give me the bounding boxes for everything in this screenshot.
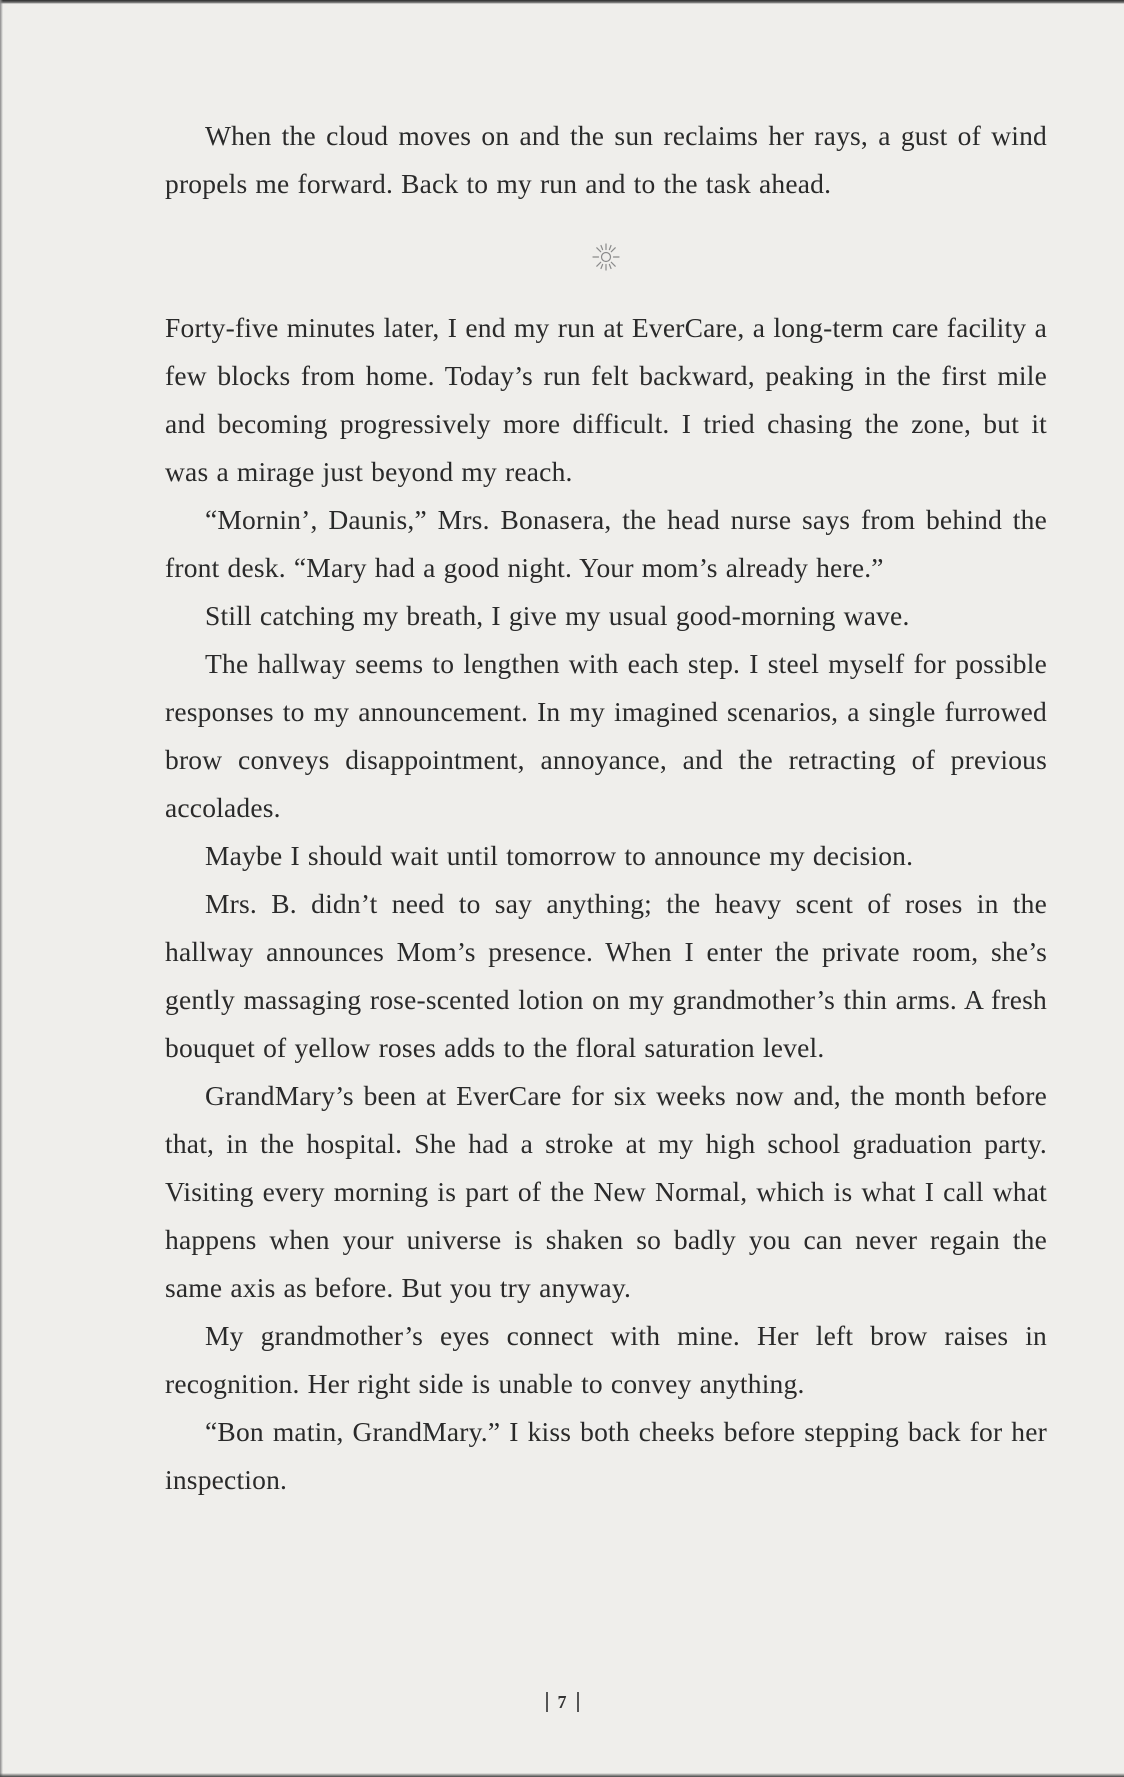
sun-burst-ornament-icon	[590, 241, 622, 273]
folio-left-rule	[546, 1692, 548, 1712]
folio-right-rule	[577, 1692, 579, 1712]
scan-edge-bottom	[0, 1773, 1124, 1777]
paragraph-mornin-daunis: “Mornin’, Daunis,” Mrs. Bonasera, the head nurse says from behind the front desk. “Mary had a good night. Your mom’s already here.”	[165, 504, 1047, 583]
paragraph-cloud-moves-on: When the cloud moves on and the sun reclaims her rays, a gust of wind propels me forward. Back to my run and to the task ahead.	[165, 120, 1047, 199]
page-number: 7	[557, 1691, 567, 1712]
paragraph-eyes-connect: My grandmother’s eyes connect with mine. Her left brow raises in recognition. Her right side is unable to convey anything.	[165, 1320, 1047, 1399]
paragraph-forty-five-minutes: Forty-five minutes later, I end my run at EverCare, a long-term care facility a few blocks from home. Today’s run felt backward, peaking in the first mile and becoming progressively more difficult. I tried chasing the zone, but it was a mirage just beyond my reach.	[165, 312, 1047, 487]
section-break	[165, 212, 1047, 302]
scan-edge-top	[0, 0, 1124, 4]
paragraph-catching-breath: Still catching my breath, I give my usual good-morning wave.	[205, 600, 910, 631]
paragraph-hallway-lengthens: The hallway seems to lengthen with each step. I steel myself for possible responses to my announcement. In my imagined scenarios, a single furrowed brow conveys disappointment, annoyance, and the retracting of previous accolades.	[165, 648, 1047, 823]
scan-edge-left	[0, 0, 3, 1777]
paragraph-grandmary-evercare: GrandMary’s been at EverCare for six weeks now and, the month before that, in the hospital. She had a stroke at my high school graduation party. Visiting every morning is part of the New Normal, which is what I call what happens when your universe is shaken so badly you can never regain the same axis as before. But you try anyway.	[165, 1080, 1047, 1303]
paragraph-wait-until-tomorrow: Maybe I should wait until tomorrow to announce my decision.	[205, 840, 914, 871]
page-number-footer	[0, 1690, 1124, 1713]
book-page	[165, 112, 1047, 1672]
paragraph-scent-of-roses: Mrs. B. didn’t need to say anything; the heavy scent of roses in the hallway announces Mom’s presence. When I enter the private room, she’s gently massaging rose-scented lotion on my grandmother’s thin arms. A fresh bouquet of yellow roses adds to the floral saturation level.	[165, 888, 1047, 1063]
paragraph-bon-matin: “Bon matin, GrandMary.” I kiss both cheeks before stepping back for her inspection.	[165, 1416, 1047, 1495]
